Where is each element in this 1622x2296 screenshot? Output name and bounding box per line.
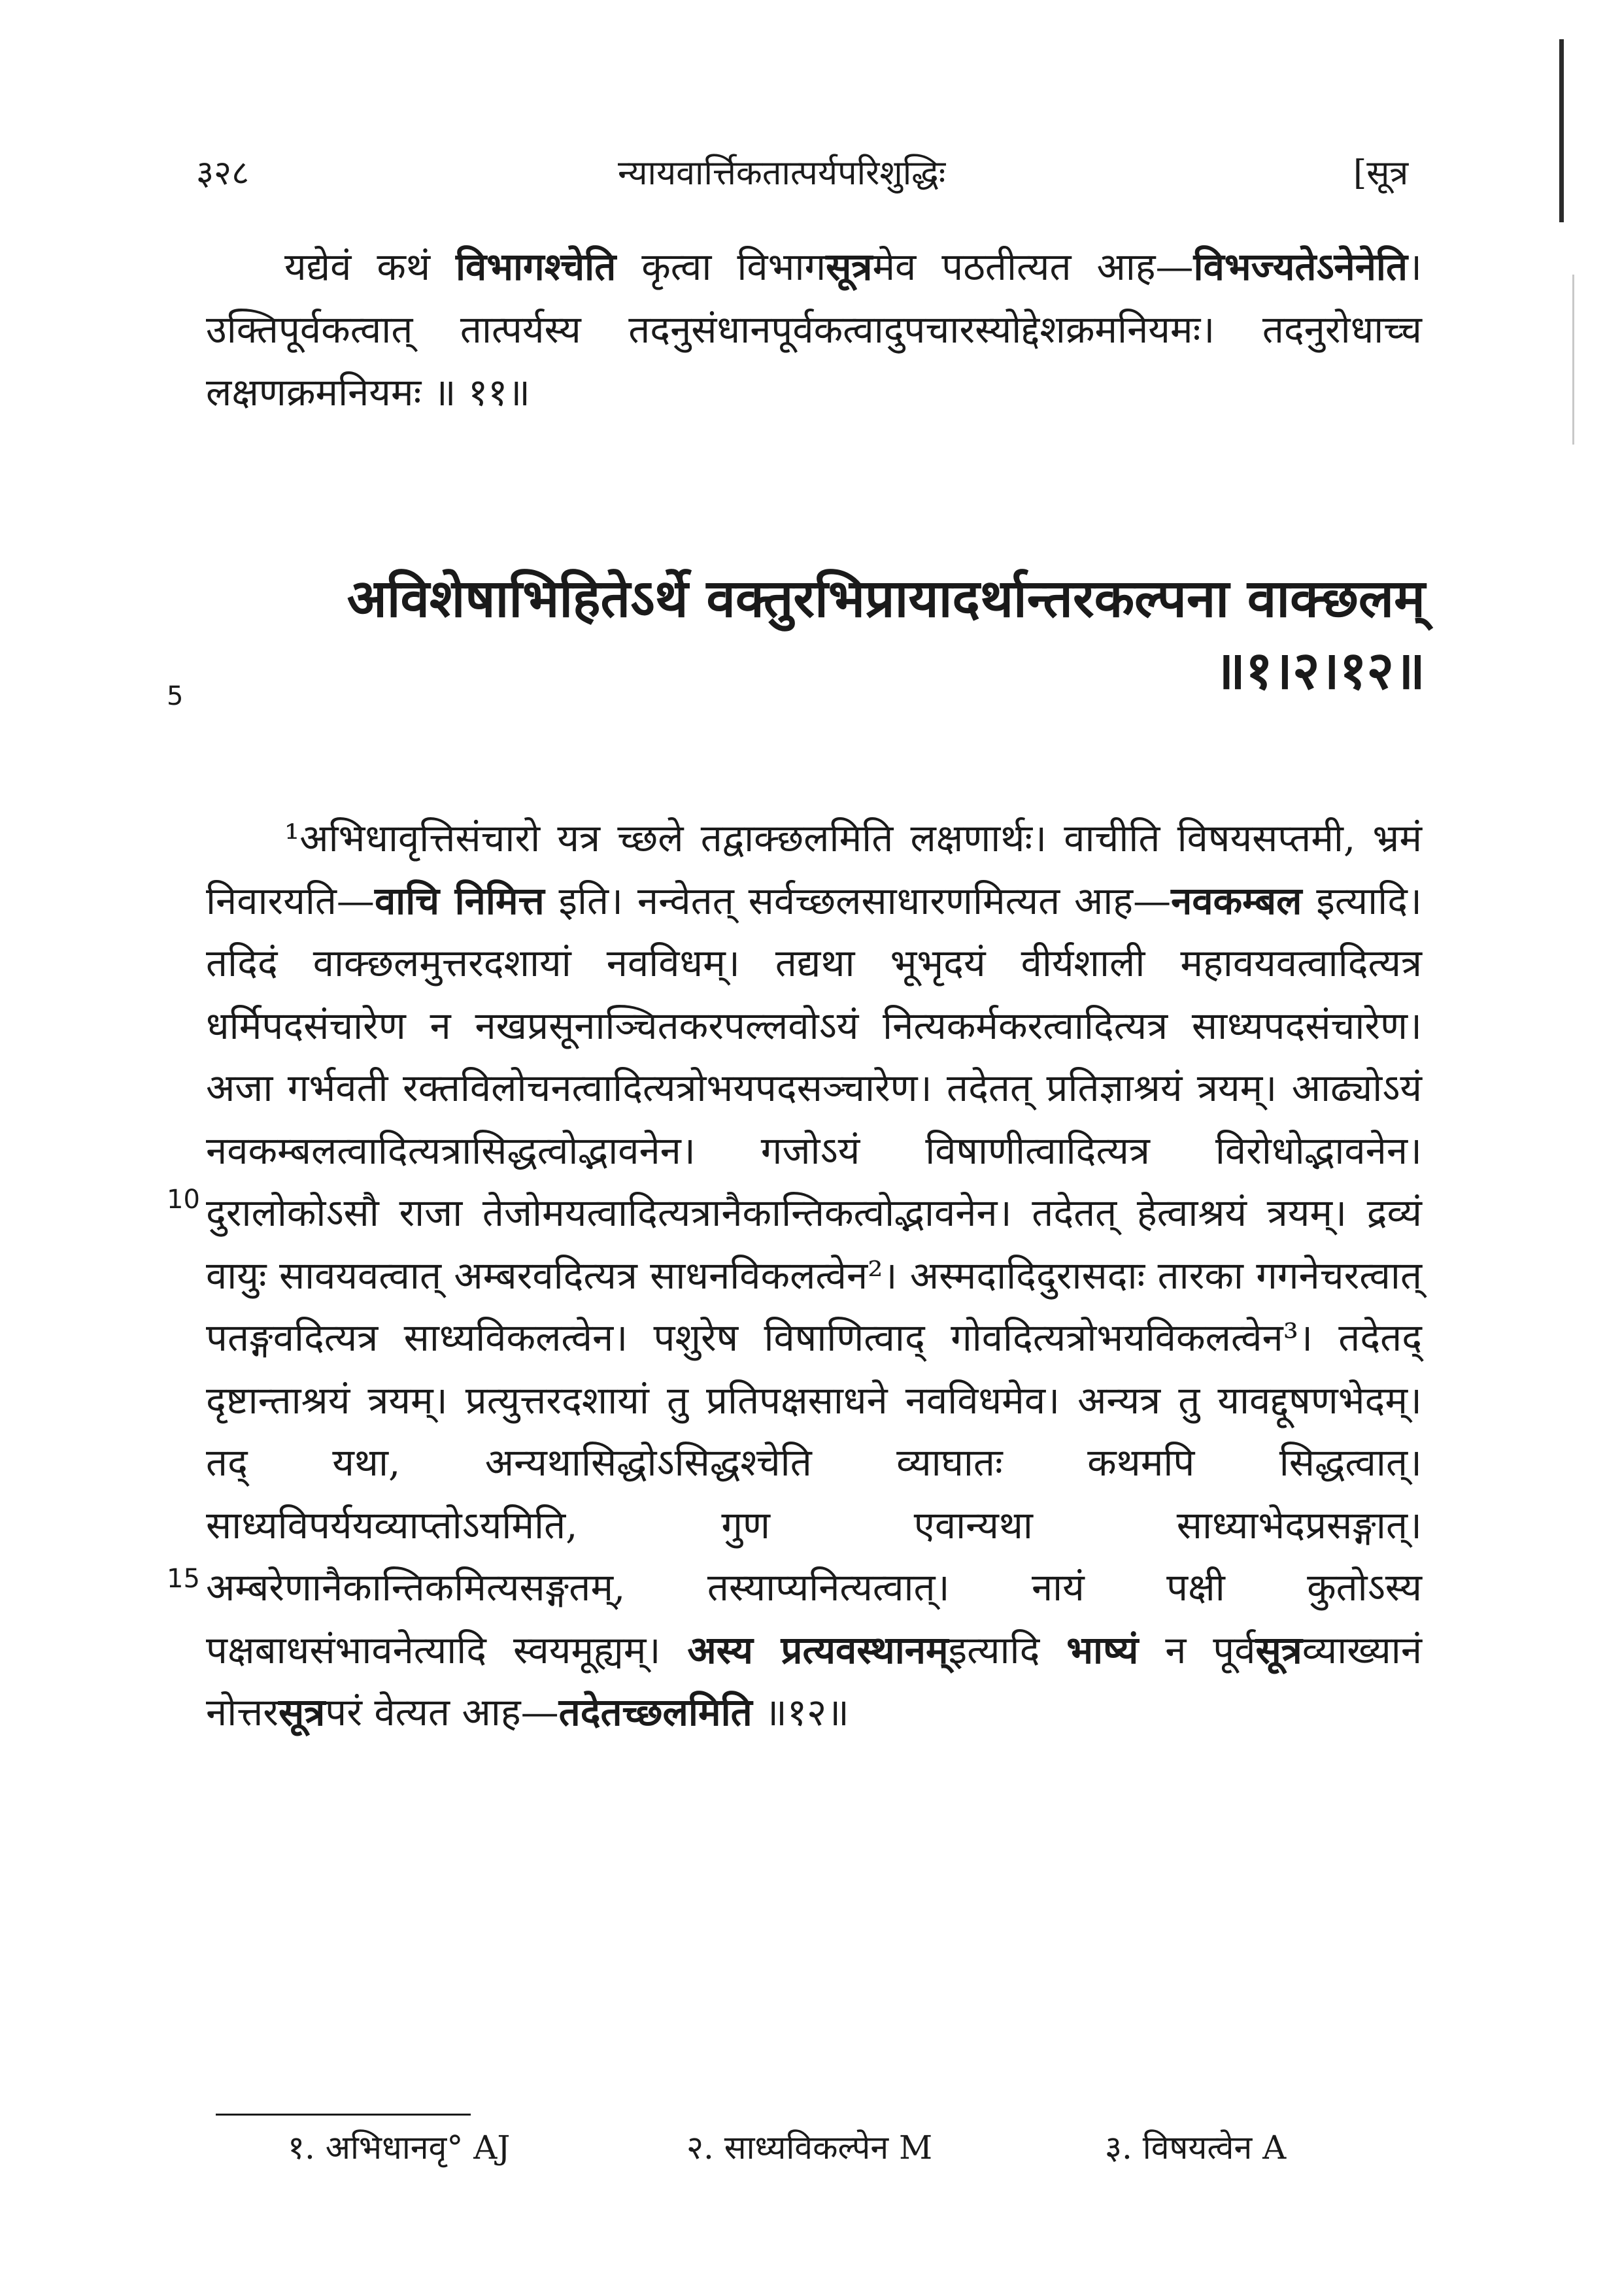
text-run: परं वेत्यत आह— — [325, 1690, 559, 1734]
text-run: इति। नन्वेतत् सर्वच्छलसाधारणमित्यत आह— — [544, 878, 1172, 923]
footnote-1: १. अभिधानवृ° AJ — [288, 2129, 511, 2167]
sutra-text: अविशेषाभिहितेऽर्थे वक्तुरभिप्रायादर्थान्तरकल्पना वाक्छलम् — [346, 567, 1425, 629]
sutra-heading — [288, 562, 1425, 706]
scan-edge-shadow — [1572, 275, 1574, 445]
bold-term: सूत्र — [826, 245, 873, 289]
text-run: न पूर्व — [1138, 1627, 1256, 1672]
text-run: कृत्वा विभाग — [616, 245, 826, 289]
footnote-3: ३. विषयत्वेन A — [1105, 2129, 1287, 2167]
footnote-2: २. साध्यविकल्पेन M — [686, 2129, 933, 2167]
commentary-main — [206, 807, 1422, 1744]
text-run: । उक्तिपूर्वकत्वात् तात्पर्यस्य तदनुसंधानपूर्वकत्वादुपचारस्योद्देशक्रमनियमः। तदनुरोधाच्च लक्षणक्रमनियमः ॥ ११॥ — [206, 245, 1422, 414]
commentary-top — [206, 235, 1422, 424]
text-run: ॥१२॥ — [752, 1690, 849, 1734]
line-number: 15 — [167, 1564, 200, 1594]
page-number: ३२८ — [196, 154, 250, 193]
commentary-main-paragraph — [206, 807, 1422, 1744]
section-tag: [सूत्र — [1353, 154, 1409, 193]
commentary-top-paragraph — [206, 235, 1422, 424]
text-run: ¹अभिधावृत्तिसंचारो यत्र च्छले तद्वाक्छलमिति लक्षणार्थः। वाचीति विषयसप्तमी, भ्रमं निवारयति— — [206, 816, 1422, 923]
bold-term: अस्य प्रत्यवस्थानम् — [687, 1627, 949, 1672]
bold-term: नवकम्बल — [1171, 878, 1302, 923]
bold-term: भाष्यं — [1066, 1627, 1139, 1672]
text-run: इत्यादि। तदिदं वाक्छलमुत्तरदशायां नवविधम्। तद्यथा भूभृदयं वीर्यशाली महावयवत्वादित्यत्र धर्मिपदसंचारेण न नखप्रसूनाञ्चितकरपल्लवोऽयं नित्यकर्मकरत्वादित्यत्र साध्यपदसंचारेण। अजा गर्भवती रक्तविलोचनत्वादित्यत्रोभयपदसञ्चारेण। तदेतत् प्रतिज्ञाश्रयं त्रयम्। आढ्योऽयं नवकम्बलत्वादित्यत्रासिद्धत्वोद्भावनेन। गजोऽयं विषाणीत्वादित्यत्र विरोधोद्भावनेन। दुरालोकोऽसौ राजा तेजोमयत्वादित्यत्रानैकान्तिकत्वोद्भावनेन। तदेतत् हेत्वाश्रयं त्रयम्। द्रव्यं वायुः सावयवत्वात् अम्बरवदित्यत्र साधनविकलत्वेन²। अस्मदादिदुरासदाः तारका गगनेचरत्वात् पतङ्गवदित्यत्र साध्यविकलत्वेन। पशुरेष विषाणित्वाद् गोवदित्यत्रोभयविकलत्वेन³। तदेतद् दृष्टान्ताश्रयं त्रयम्। प्रत्युत्तरदशायां तु प्रतिपक्षसाधने नवविधमेव। अन्यत्र तु यावद्दूषणभेदम्। तद् यथा, अन्यथासिद्धोऽसिद्धश्चेति व्याघातः कथमपि सिद्धत्वात्। साध्यविपर्ययव्याप्तोऽयमिति, गुण एवान्यथा साध्याभेदप्रसङ्गात्। अम्बरेणानैकान्तिकमित्यसङ्गतम्, तस्याप्यनित्यत्वात्। नायं पक्षी कुतोऽस्य पक्षबाधसंभावनेत्यादि स्वयमूह्यम्। — [206, 878, 1423, 1672]
footnote-rule — [216, 2114, 471, 2116]
bold-term: विभागश्चेति — [455, 245, 617, 289]
bold-term: तदेतच्छलमिति — [558, 1690, 752, 1734]
text-run: मेव पठतीत्यत आह— — [872, 245, 1194, 289]
scan-edge-mark — [1559, 39, 1564, 222]
bold-term: विभज्यतेऽनेनेति — [1193, 245, 1408, 289]
line-number: 10 — [167, 1185, 200, 1215]
text-run: यद्येवं कथं — [284, 245, 456, 289]
bold-term: सूत्र — [1255, 1627, 1302, 1672]
bold-term: सूत्र — [279, 1690, 326, 1734]
line-number: 5 — [167, 681, 184, 711]
text-run: इत्यादि — [948, 1627, 1067, 1672]
running-title: न्यायवार्त्तिकतात्पर्यपरिशुद्धिः — [618, 154, 946, 193]
bold-term: वाचि निमित्त — [374, 878, 545, 923]
sutra-number: ॥१।२।१२॥ — [1214, 639, 1425, 701]
text-run: व्याख्यानं नोत्तर — [206, 1627, 1423, 1734]
